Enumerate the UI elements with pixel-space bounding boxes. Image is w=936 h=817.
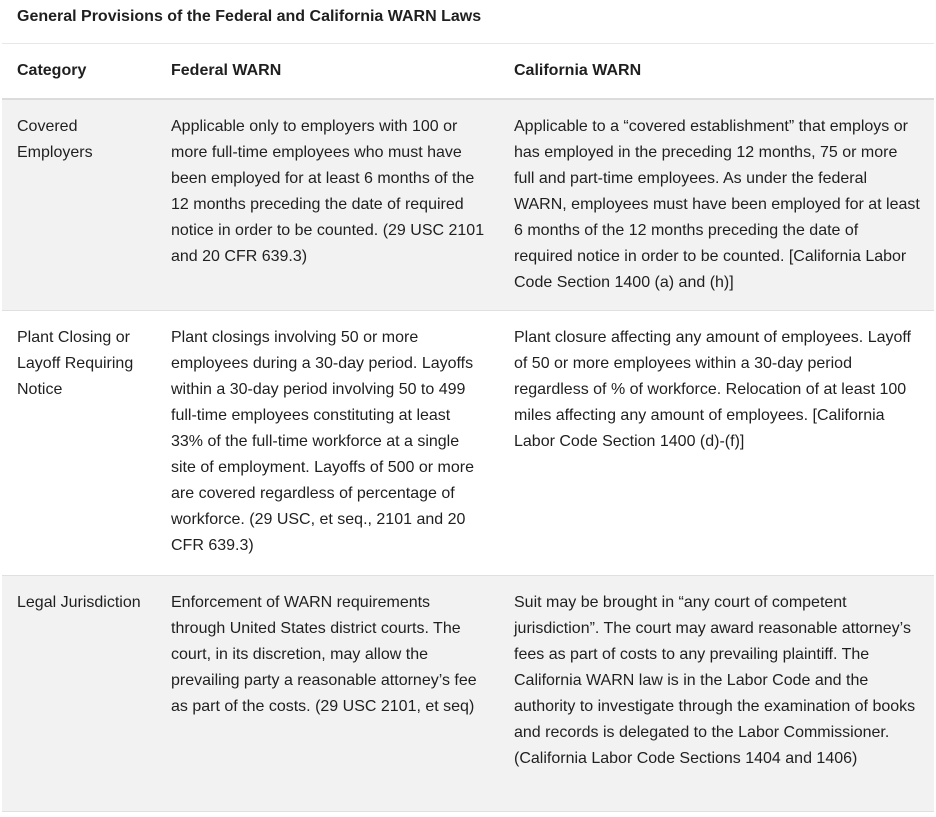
header-category: Category xyxy=(2,44,156,99)
table-row xyxy=(2,576,934,812)
row-category-text: Legal Jurisdiction xyxy=(17,594,141,611)
row-federal xyxy=(156,99,499,311)
row-federal xyxy=(156,311,499,576)
row-california xyxy=(499,576,934,812)
row-category xyxy=(2,576,156,812)
warn-comparison-table xyxy=(2,43,934,812)
table-body xyxy=(2,99,934,812)
row-california-text: Applicable to a “covered establishment” that employs or has employed in the preceding 12 months, 75 or more full and part-time employees. As under the federal WARN, employees must have been employed for at least 6 months of the 12 months preceding the date of required notice in order to be counted. [California Labor Code Section 1400 (a) and (h)] xyxy=(514,117,920,291)
table-caption: General Provisions of the Federal and California WARN Laws xyxy=(17,8,482,25)
row-category-text: Plant Closing or Layoff Requiring Notice xyxy=(17,329,134,398)
table-header xyxy=(2,44,934,99)
row-california-text: Plant closure affecting any amount of employees. Layoff of 50 or more employees within a 30-day period regardless of % of workforce. Relocation of at least 100 miles affecting any amount of employees. [California Labor Code Section 1400 (d)-(f)] xyxy=(514,329,911,450)
row-category xyxy=(2,99,156,311)
row-category xyxy=(2,311,156,576)
row-federal-text: Applicable only to employers with 100 or more full-time employees who must have been employed for at least 6 months of the 12 months preceding the date of required notice in order to be counted. (29 USC 2101 and 20 CFR 639.3) xyxy=(171,117,485,265)
row-federal xyxy=(156,576,499,812)
header-row xyxy=(2,44,934,99)
table-row xyxy=(2,99,934,311)
row-california xyxy=(499,99,934,311)
row-california xyxy=(499,311,934,576)
header-federal-warn: Federal WARN xyxy=(156,44,499,99)
row-category-text: Covered Employers xyxy=(17,117,93,161)
row-california-text: Suit may be brought in “any court of competent jurisdiction”. The court may award reasonable attorney’s fees as part of costs to any prevailing plaintiff. The California WARN law is in the Labor Code and the authority to investigate through the examination of books and records is delegated to the Labor Commissioner. (California Labor Code Sections 1404 and 1406) xyxy=(514,594,916,767)
row-federal-text: Plant closings involving 50 or more employees during a 30-day period. Layoffs within a 30-day period involving 50 to 499 full-time employees constituting at least 33% of the full-time workforce at a single site of employment. Layoffs of 500 or more are covered regardless of percentage of workforce. (29 USC, et seq., 2101 and 20 CFR 639.3) xyxy=(171,329,474,554)
header-california-warn: California WARN xyxy=(499,44,934,99)
row-federal-text: Enforcement of WARN requirements through United States district courts. The court, in its discretion, may allow the prevailing party a reasonable attorney’s fee as part of the costs. (29 USC 2101, et seq) xyxy=(171,594,477,715)
table-row xyxy=(2,311,934,576)
